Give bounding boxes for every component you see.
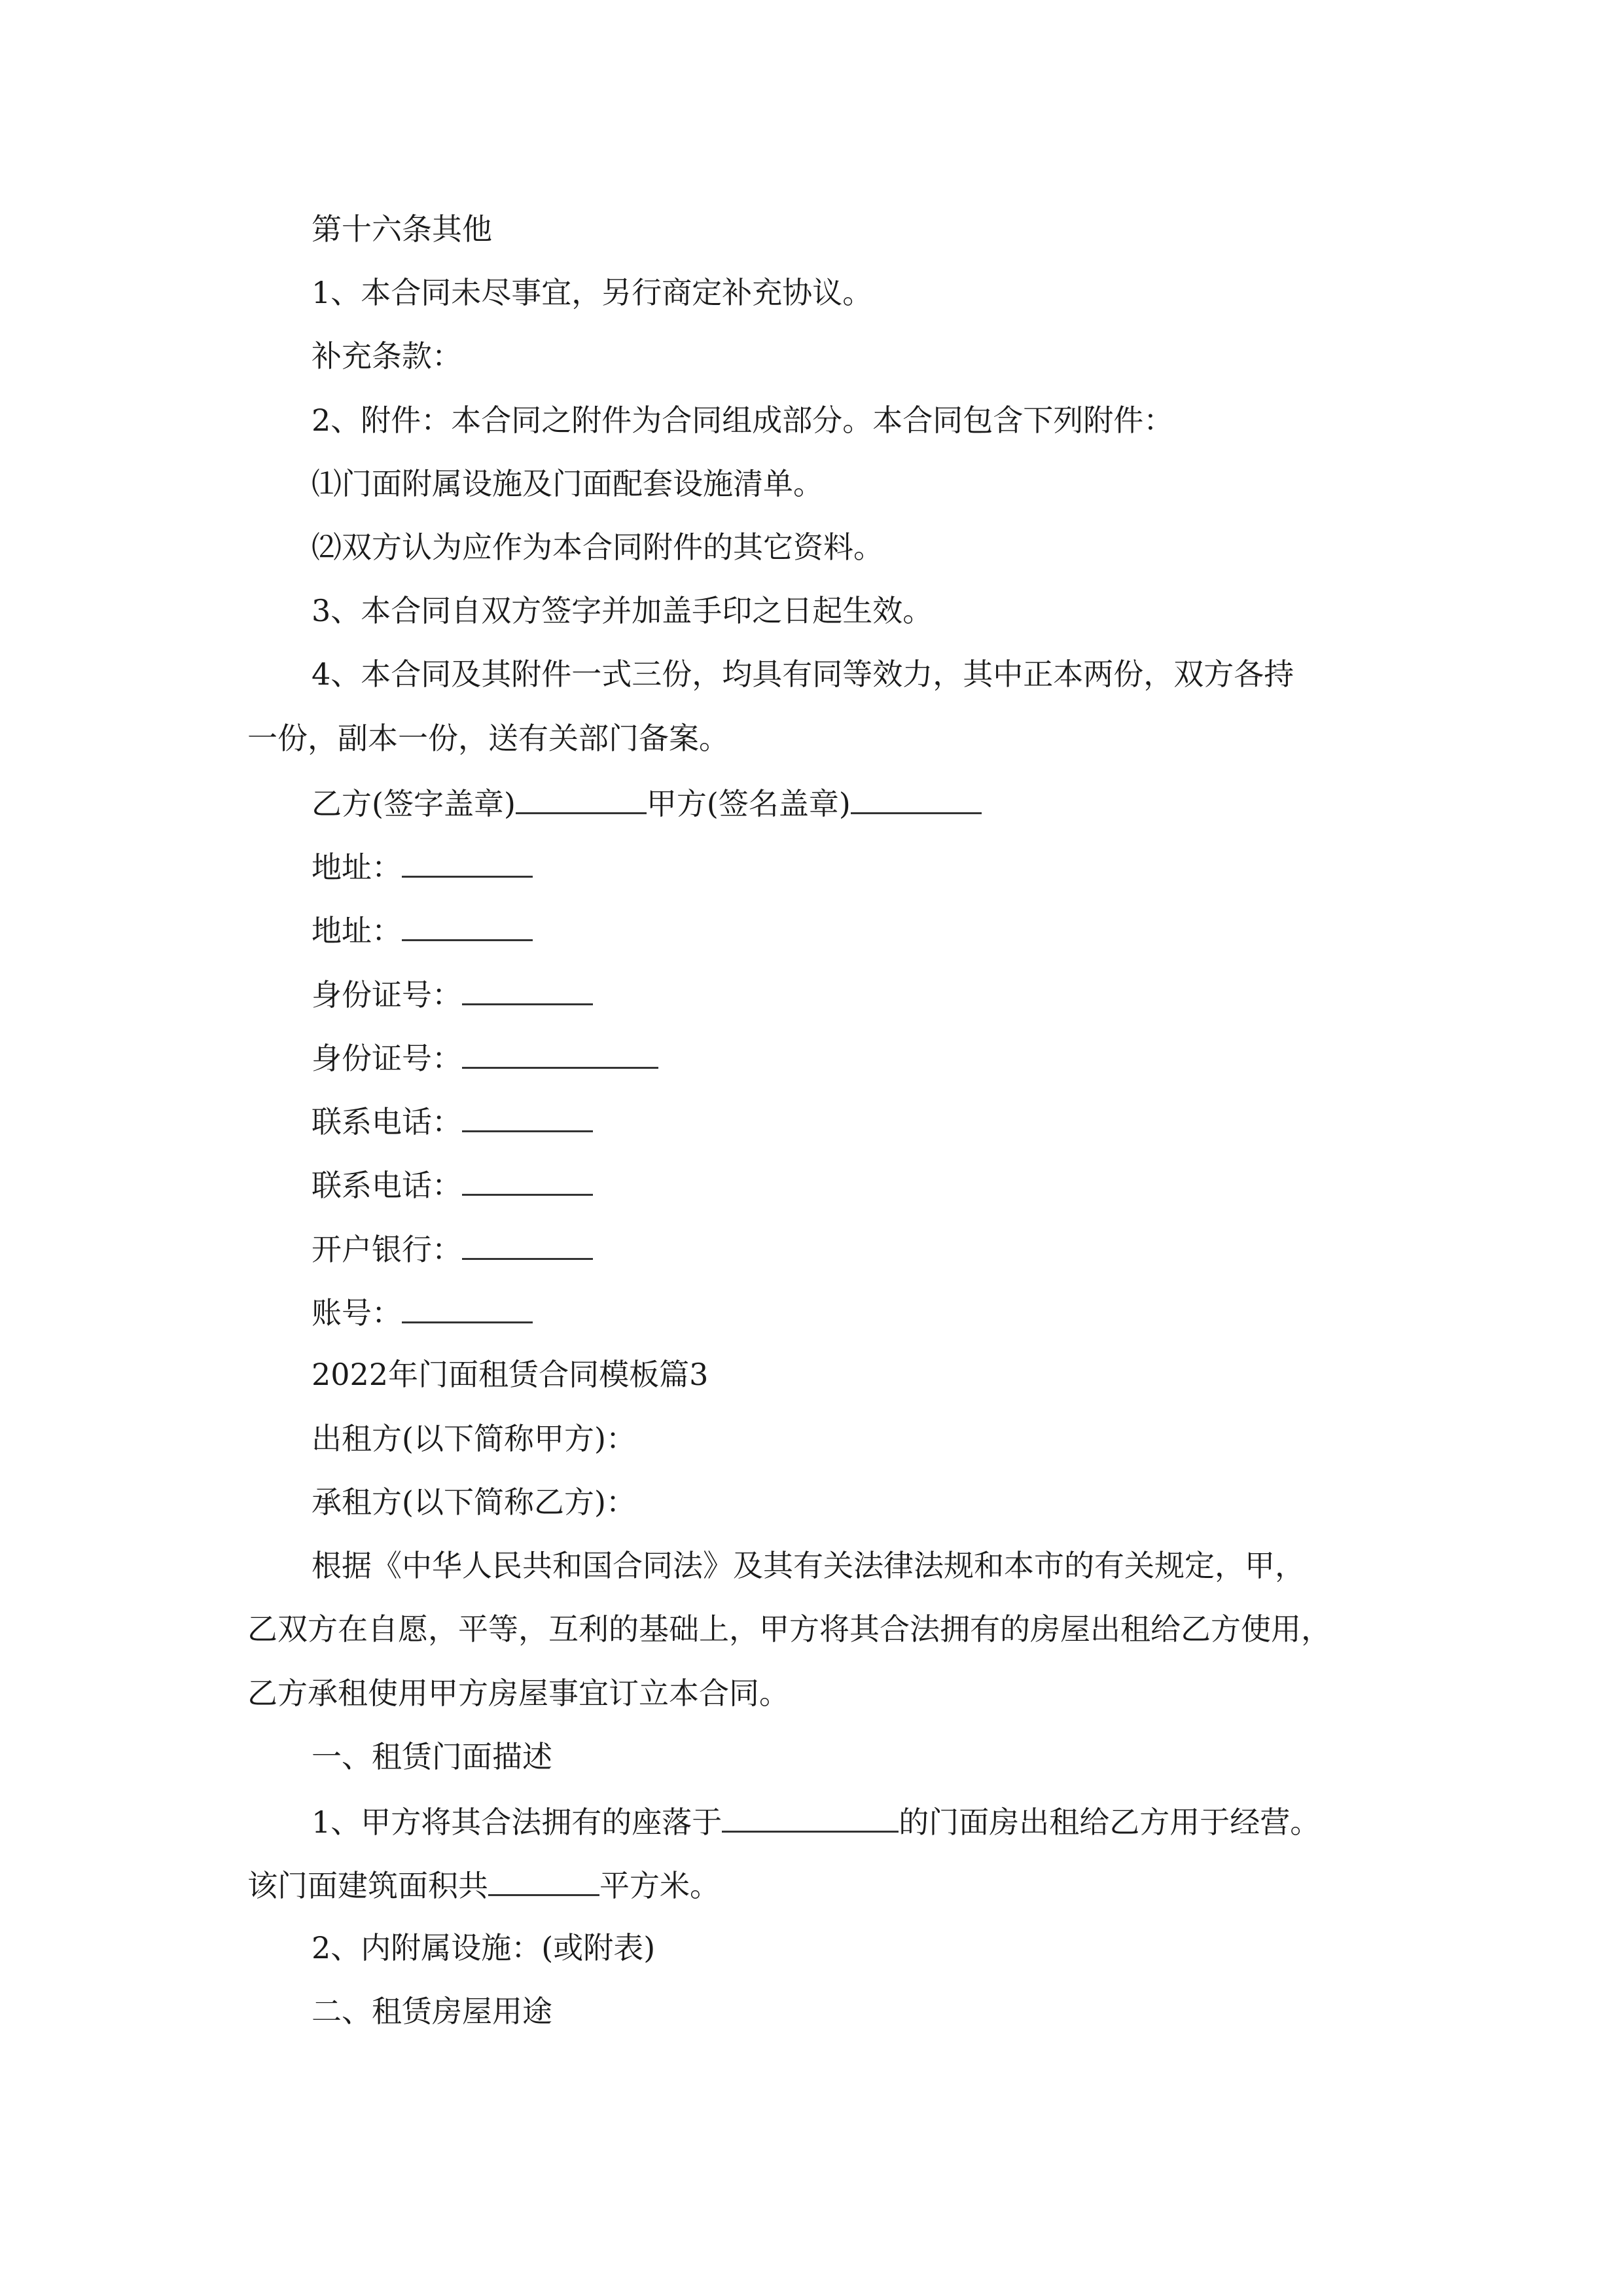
location-line: [312, 1801, 1374, 1842]
address-blank[interactable]: [402, 846, 533, 878]
address-label: 地址：: [312, 913, 402, 948]
bank-blank[interactable]: [462, 1228, 593, 1260]
phone-label: 联系电话：: [312, 1104, 462, 1139]
phone-line-1: [312, 1100, 1374, 1141]
attachment-1: ⑴门面附属设施及门面配套设施清单。: [312, 466, 823, 501]
area-text: 该门面建筑面积共: [247, 1868, 488, 1903]
bank-line: [312, 1228, 1374, 1269]
section-title: 2022年门面租赁合同模板篇3: [312, 1357, 709, 1392]
party-b-signature-label: 乙方(签字盖章): [312, 786, 516, 821]
account-blank[interactable]: [402, 1291, 533, 1323]
party-b-signature-blank[interactable]: [516, 782, 647, 814]
phone-blank[interactable]: [462, 1164, 593, 1196]
party-a-signature-blank[interactable]: [851, 782, 982, 814]
signature-line: [312, 782, 1374, 823]
area-line: [247, 1864, 1374, 1905]
location-blank[interactable]: [722, 1801, 899, 1833]
id-number-blank[interactable]: [462, 973, 593, 1005]
attachment-2: ⑵双方认为应作为本合同附件的其它资料。: [312, 529, 883, 565]
phone-label: 联系电话：: [312, 1168, 462, 1203]
location-text-end: 的门面房出租给乙方用于经营。: [899, 1804, 1321, 1840]
supplementary-terms: 补充条款：: [312, 338, 462, 374]
location-text: 1、甲方将其合法拥有的座落于: [312, 1804, 722, 1840]
party-a-signature-label: 甲方(签名盖章): [646, 786, 851, 821]
id-number-blank[interactable]: [462, 1037, 658, 1069]
clause-2: 2、附件：本合同之附件为合同组成部分。本合同包含下列附件：: [312, 403, 1174, 438]
id-number-label: 身份证号：: [312, 1041, 462, 1076]
area-unit: 平方米。: [599, 1868, 720, 1903]
address-blank[interactable]: [402, 909, 533, 941]
account-line: [312, 1291, 1374, 1333]
address-label: 地址：: [312, 850, 402, 885]
clause-4: 4、本合同及其附件一式三份，均具有同等效力，其中正本两份，双方各持: [312, 656, 1294, 692]
id-number-line-2: [312, 1037, 1374, 1078]
lessor-line: 出租方(以下简称甲方)：: [312, 1421, 636, 1456]
section-2-heading: 二、租赁房屋用途: [312, 1994, 552, 2029]
bank-label: 开户银行：: [312, 1232, 462, 1267]
preamble-line-1: 根据《中华人民共和国合同法》及其有关法律法规和本市的有关规定，甲，: [312, 1548, 1305, 1583]
facilities-line: 2、内附属设施：(或附表): [312, 1930, 656, 1965]
area-blank[interactable]: [488, 1864, 599, 1896]
clause-4-continued: 一份，副本一份，送有关部门备案。: [247, 721, 729, 756]
address-line-1: [312, 846, 1374, 887]
phone-blank[interactable]: [462, 1100, 593, 1132]
phone-line-2: [312, 1164, 1374, 1205]
article-16-heading: 第十六条其他: [312, 211, 492, 247]
section-1-heading: 一、租赁门面描述: [312, 1739, 552, 1774]
account-label: 账号：: [312, 1295, 402, 1331]
lessee-line: 承租方(以下简称乙方)：: [312, 1484, 636, 1520]
address-line-2: [312, 909, 1374, 950]
id-number-label: 身份证号：: [312, 977, 462, 1013]
preamble-line-3: 乙方承租使用甲方房屋事宜订立本合同。: [247, 1676, 789, 1711]
clause-3: 3、本合同自双方签字并加盖手印之日起生效。: [312, 593, 933, 628]
clause-1: 1、本合同未尽事宜，另行商定补充协议。: [312, 275, 873, 310]
id-number-line-1: [312, 973, 1374, 1014]
preamble-line-2: 乙双方在自愿，平等，互利的基础上，甲方将其合法拥有的房屋出租给乙方使用，: [247, 1611, 1331, 1647]
